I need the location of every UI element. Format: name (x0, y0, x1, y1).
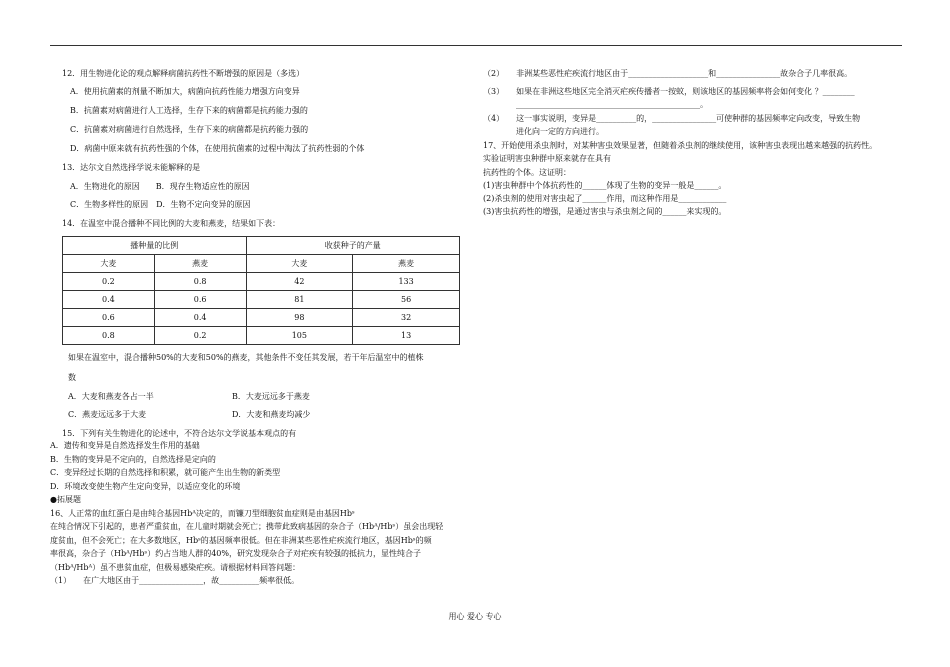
question-16-line3: 度贫血，但不会死亡；在大多数地区，Hbˢ的基因频率很低。但在非洲某些恶性疟疾流行地区，基因Hbˢ的频 (50, 536, 432, 545)
question-16-part1: （1） 在广大地区由于________________，故__________频率很低。 (50, 576, 300, 585)
question-16-line4: 率很高，杂合子（Hbᴬ/Hbˢ）约占当地人群的40%，研究发现杂合子对疟疾有较强的抵抗力，显性纯合子 (50, 549, 421, 558)
question-15: 15．下列有关生物进化的论述中，不符合达尔文学说基本观点的有 (62, 429, 297, 438)
question-17-cont2: 抗药性的个体。这证明： (483, 168, 571, 177)
seed-yield-table (62, 236, 460, 345)
option-14d: D．大麦和燕麦均减少 (232, 410, 311, 419)
col-barley-ratio: 大麦 (63, 255, 155, 273)
col-oat-ratio: 燕麦 (154, 255, 246, 273)
col-barley-yield: 大麦 (246, 255, 353, 273)
extension-heading: ●拓展题 (50, 495, 81, 504)
question-16-part4-cont: 进化向一定的方向进行。 (516, 127, 604, 136)
question-17-cont: 实验证明害虫种群中原来就存在具有 (483, 154, 611, 163)
question-17: 17、开始使用杀虫剂时，对某种害虫效果显著，但随着杀虫剂的继续使用，该种害虫表现出越来越强的抗药性。 (483, 141, 878, 150)
option-12c: C．抗菌素对病菌进行自然选择，生存下来的病菌都是抗药能力强的 (70, 125, 309, 134)
header-rule (50, 45, 902, 46)
question-17-part3: (3)害虫抗药性的增强，是通过害虫与杀虫剂之间的______来实现的。 (483, 207, 727, 216)
option-12b: B．抗菌素对病菌进行人工选择，生存下来的病菌都是抗药能力强的 (70, 106, 308, 115)
option-12a: A．使用抗菌素的剂量不断加大，病菌向抗药性能力增强方向变异 (70, 87, 300, 96)
option-15c: C．变异经过长期的自然选择和积累，就可能产生出生物的新类型 (50, 468, 281, 477)
question-12: 12．用生物进化论的观点解释病菌抗药性不断增强的原因是（多选） (62, 69, 305, 78)
table-row: 0.6 0.4 98 32 (63, 309, 460, 327)
table-row: 0.2 0.8 42 133 (63, 273, 460, 291)
question-14: 14．在温室中混合播种不同比例的大麦和燕麦，结果如下表： (62, 219, 281, 228)
question-14-text-cont: 数 (68, 373, 76, 382)
question-16-part2: （2） 非洲某些恶性疟疾流行地区由于____________________和________________故杂合子几率很高。 (483, 69, 853, 78)
table-row: 0.4 0.6 81 56 (63, 291, 460, 309)
option-15d: D．环境改变使生物产生定向变异，以适应变化的环境 (50, 482, 241, 491)
question-16-line1: 16、人正常的血红蛋白是由纯合基因Hbᴬ决定的，而镰刀型细胞贫血症则是由基因Hbˢ (50, 509, 355, 518)
question-17-part1: (1)害虫种群中个体抗药性的______体现了生物的变异一般是______。 (483, 181, 727, 190)
question-14-text: 如果在温室中，混合播种50%的大麦和50%的燕麦，其他条件不变任其发展，若干年后温室中的植株 (68, 353, 424, 362)
question-17-part2: (2)杀虫剂的使用对害虫起了______作用，而这种作用是____________ (483, 194, 727, 203)
page-footer: 用心 爱心 专心 (448, 612, 502, 621)
option-14b: B．大麦远远多于燕麦 (232, 392, 310, 401)
table-row: 0.8 0.2 105 13 (63, 327, 460, 345)
option-14a: A．大麦和燕麦各占一半 (68, 392, 154, 401)
option-15b: B．生物的变异是不定向的，自然选择是定向的 (50, 455, 216, 464)
question-13: 13．达尔文自然选择学说未能解释的是 (62, 163, 201, 172)
options-13cd: C．生物多样性的原因 D．生物不定向变异的原因 (70, 200, 251, 209)
table-header-yield: 收获种子的产量 (246, 237, 460, 255)
question-16-line2: 在纯合情况下引起的，患者严重贫血，在儿童时期就会死亡；携带此致病基因的杂合子（Hbᴬ/Hbˢ）虽会出现轻 (50, 522, 444, 531)
option-12d: D．病菌中原来就有抗药性强的个体，在使用抗菌素的过程中淘汰了抗药性弱的个体 (70, 144, 365, 153)
question-16-part4: （4） 这一事实说明，变异是__________的，________________可使种群的基因频率定向改变，导致生物 (483, 114, 861, 123)
question-16-part3: （3） 如果在非洲这些地区完全消灭疟疾传播者一按蚊，则该地区的基因频率将会如何变化 ？________ (483, 87, 855, 96)
question-16-part3-blank: ______________________________________________。 (516, 100, 708, 109)
question-16-line5: （Hbᴬ/Hbᴬ）虽不患贫血症，但极易感染疟疾。请根据材料回答问题： (50, 563, 301, 572)
option-15a: A．遗传和变异是自然选择发生作用的基础 (50, 441, 200, 450)
options-13ab: A．生物进化的原因 B．现存生物适应性的原因 (70, 182, 250, 191)
option-14c: C．燕麦远远多于大麦 (68, 410, 147, 419)
table-header-ratio: 播种量的比例 (63, 237, 247, 255)
col-oat-yield: 燕麦 (353, 255, 460, 273)
